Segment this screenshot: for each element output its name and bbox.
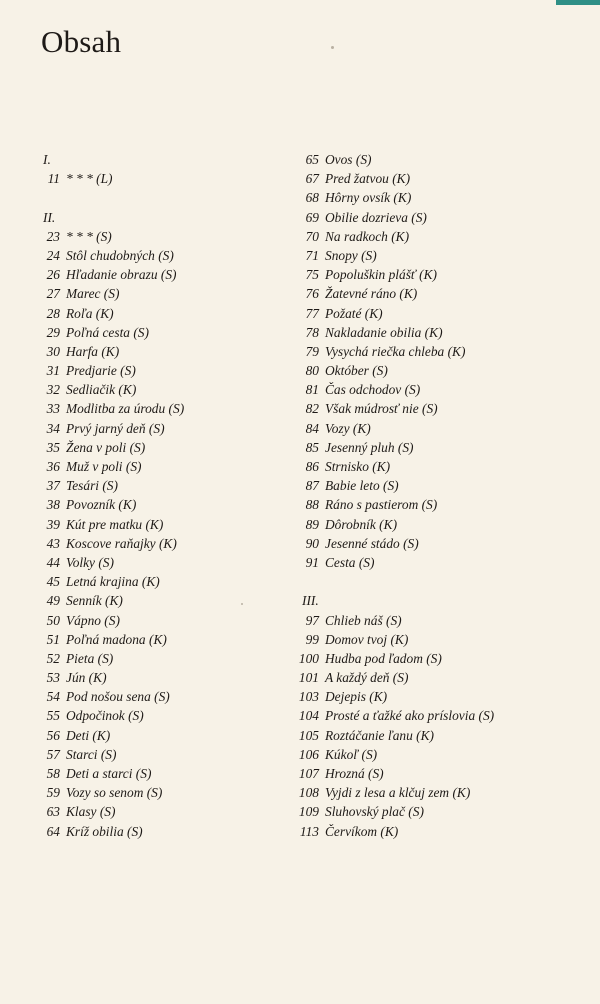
poem-title: Kríž obilia (S) (66, 823, 143, 839)
toc-entry (296, 399, 596, 418)
page-number: 100 (298, 650, 319, 666)
poem-title: Ovos (S) (325, 152, 372, 167)
poem-title: Snopy (S) (325, 247, 377, 263)
poem-title: Domov tvoj (K) (325, 631, 409, 647)
poem-title: Starci (S) (66, 746, 117, 762)
page-number: 64 (46, 823, 60, 839)
page-number: 91 (305, 554, 319, 570)
page-title: Obsah (41, 24, 122, 59)
poem-title: Na radkoch (K) (325, 228, 410, 244)
page-number: 84 (305, 420, 319, 436)
poem-title: Vozy so senom (S) (66, 785, 163, 801)
page-number: 78 (305, 324, 319, 340)
page-number: 68 (305, 190, 319, 206)
toc-entry (296, 687, 596, 706)
page-number: 23 (46, 228, 60, 244)
toc-entry (296, 764, 596, 783)
toc-entry (37, 265, 277, 284)
poem-title: Žatevné ráno (K) (325, 286, 418, 302)
toc-entry (37, 630, 277, 649)
page-number: 80 (305, 363, 319, 379)
poem-title: Vozy (K) (325, 420, 371, 436)
poem-title: * * * (L) (66, 171, 113, 187)
poem-title: Letná krajina (K) (66, 574, 160, 590)
toc-entry (296, 246, 596, 265)
page-number: 43 (46, 535, 60, 551)
toc-entry (296, 783, 596, 802)
toc-entry (296, 304, 596, 323)
toc-column-left (37, 150, 277, 841)
poem-title: Kúkoľ (S) (325, 746, 378, 762)
page-number: 56 (46, 727, 60, 743)
toc-entry (37, 438, 277, 457)
page-number: 90 (305, 535, 319, 551)
page-number: 37 (46, 478, 60, 494)
toc-entry (296, 419, 596, 438)
page-number: 39 (46, 516, 60, 532)
poem-title: Roztáčanie ľanu (K) (325, 727, 435, 743)
poem-title: Volky (S) (66, 554, 114, 570)
poem-title: Vyjdi z lesa a klčuj zem (K) (325, 785, 471, 801)
page-number: 77 (305, 305, 319, 321)
poem-title: Predjarie (S) (66, 363, 136, 379)
page-number: 33 (46, 401, 60, 417)
poem-title: Koscove raňajky (K) (66, 535, 177, 551)
page-number: 45 (46, 574, 60, 590)
poem-title: Babie leto (S) (325, 478, 399, 494)
poem-title: Nakladanie obilia (K) (325, 324, 443, 340)
toc-entry (37, 649, 277, 668)
poem-title: Jesenný pluh (S) (325, 439, 414, 455)
toc-entry (37, 802, 277, 821)
toc-entry (296, 534, 596, 553)
page-number: 71 (305, 247, 319, 263)
toc-entry (296, 802, 596, 821)
poem-title: Hrozná (S) (325, 766, 384, 781)
page-number: 31 (46, 363, 60, 379)
poem-title: Povozník (K) (66, 497, 137, 513)
toc-entry (296, 649, 596, 668)
page-number: 69 (305, 209, 319, 225)
toc-entry (37, 495, 277, 514)
toc-entry (37, 246, 277, 265)
section-heading: II. (43, 209, 56, 225)
page-number: 57 (46, 746, 60, 762)
page-number: 44 (46, 554, 60, 570)
page-number: 50 (46, 612, 60, 628)
poem-title: Hôrny ovsík (K) (325, 190, 412, 206)
poem-title: Jesenné stádo (S) (325, 535, 419, 551)
page-number: 38 (46, 497, 60, 513)
poem-title: Vysychá riečka chleba (K) (325, 343, 466, 359)
toc-entry (296, 706, 596, 725)
poem-title: Poľná madona (K) (66, 631, 167, 647)
poem-title: Požaté (K) (325, 305, 383, 321)
page-number: 54 (46, 689, 60, 705)
page-number: 97 (305, 612, 319, 628)
poem-title: Tesári (S) (66, 478, 118, 494)
poem-title: Popoluškin plášť (K) (325, 267, 437, 283)
toc-entry (37, 611, 277, 630)
poem-title: Sluhovský plač (S) (325, 804, 424, 820)
page-number: 87 (305, 478, 319, 494)
poem-title: Prosté a ťažké ako príslovia (S) (325, 708, 495, 724)
page-number: 103 (298, 689, 319, 705)
poem-title: Marec (S) (66, 286, 120, 302)
toc-entry (37, 284, 277, 303)
toc-entry (37, 687, 277, 706)
poem-title: Pod nošou sena (S) (66, 689, 170, 705)
poem-title: Však múdrosť nie (S) (325, 401, 438, 417)
toc-entry (37, 361, 277, 380)
poem-title: Kút pre matku (K) (66, 516, 164, 532)
toc-entry (37, 169, 277, 188)
toc-entry (296, 611, 596, 630)
poem-title: Hudba pod ľadom (S) (325, 650, 442, 666)
poem-title: Ráno s pastierom (S) (325, 497, 438, 513)
toc-entry (296, 227, 596, 246)
page-number: 63 (46, 804, 60, 820)
page-number: 85 (305, 439, 319, 455)
cover-edge (556, 0, 600, 5)
poem-title: Hľadanie obrazu (S) (66, 267, 177, 283)
toc-entry (296, 438, 596, 457)
toc-entry (296, 208, 596, 227)
toc-entry (37, 227, 277, 246)
toc-entry (296, 822, 596, 841)
toc-entry (37, 764, 277, 783)
poem-title: Roľa (K) (66, 305, 114, 321)
page-number: 24 (46, 247, 60, 263)
page-number: 76 (305, 286, 319, 302)
toc-entry (37, 706, 277, 725)
toc-entry (296, 188, 596, 207)
toc-entry (37, 457, 277, 476)
poem-title: Sedliačik (K) (66, 382, 137, 398)
poem-title: Žena v poli (S) (66, 439, 146, 455)
page-number: 65 (305, 152, 319, 167)
toc-entry (37, 399, 277, 418)
poem-title: Vápno (S) (66, 612, 120, 628)
toc-entry (296, 265, 596, 284)
toc-entry (296, 150, 596, 169)
toc-entry (296, 361, 596, 380)
page-number: 99 (305, 631, 319, 647)
section-spacer (37, 188, 277, 207)
toc-entry (37, 342, 277, 361)
toc-entry (37, 572, 277, 591)
toc-entry (296, 169, 596, 188)
page-number: 11 (47, 171, 60, 187)
poem-title: Cesta (S) (325, 554, 375, 570)
toc-entry (37, 591, 277, 610)
toc-entry (296, 476, 596, 495)
page-number: 81 (305, 382, 319, 398)
paper-speck (331, 46, 334, 49)
poem-title: Poľná cesta (S) (66, 324, 149, 340)
toc-entry (296, 745, 596, 764)
page-number: 105 (298, 727, 319, 743)
page-number: 107 (298, 766, 319, 781)
page-number: 104 (298, 708, 319, 724)
page-number: 36 (46, 459, 60, 474)
poem-title: A každý deň (S) (325, 670, 409, 686)
poem-title: Deti (K) (66, 727, 111, 743)
poem-title: Chlieb náš (S) (325, 612, 402, 628)
toc-entry (37, 419, 277, 438)
toc-entry (37, 476, 277, 495)
toc-entry (37, 380, 277, 399)
poem-title: Stôl chudobných (S) (66, 247, 174, 263)
poem-title: * * * (S) (66, 228, 112, 244)
toc-entry (296, 342, 596, 361)
page-number: 49 (46, 593, 60, 609)
page-number: 59 (46, 785, 60, 801)
page-number: 101 (298, 670, 319, 686)
toc-entry (37, 822, 277, 841)
page-number: 113 (299, 823, 319, 839)
page-number: 28 (46, 305, 60, 321)
poem-title: Strnisko (K) (325, 459, 391, 474)
page-number: 88 (305, 497, 319, 513)
toc-entry (296, 726, 596, 745)
toc-entry (37, 745, 277, 764)
toc-entry (37, 534, 277, 553)
page-number: 29 (46, 324, 60, 340)
page-number: 67 (305, 171, 319, 187)
page-number: 79 (305, 343, 319, 359)
poem-title: Pred žatvou (K) (325, 171, 411, 187)
poem-title: Odpočinok (S) (66, 708, 144, 724)
page-number: 32 (46, 382, 60, 398)
poem-title: Jún (K) (66, 670, 107, 686)
toc-entry (37, 553, 277, 572)
page-number: 27 (46, 286, 60, 302)
page-number: 30 (46, 343, 60, 359)
page-number: 108 (298, 785, 319, 801)
poem-title: Obilie dozrieva (S) (325, 209, 427, 225)
toc-entry (296, 630, 596, 649)
page-number: 70 (305, 228, 319, 244)
page-number: 35 (46, 439, 60, 455)
poem-title: Klasy (S) (66, 804, 116, 820)
page-number: 106 (298, 746, 319, 762)
toc-entry (37, 323, 277, 342)
poem-title: Október (S) (325, 363, 388, 379)
toc-entry (37, 726, 277, 745)
poem-title: Prvý jarný deň (S) (66, 420, 165, 436)
toc-entry (296, 553, 596, 572)
toc-entry (296, 284, 596, 303)
page-number: 55 (46, 708, 60, 724)
poem-title: Deti a starci (S) (66, 766, 152, 781)
poem-title: Modlitba za úrodu (S) (66, 401, 185, 417)
page-number: 51 (46, 631, 60, 647)
toc-entry (296, 668, 596, 687)
poem-title: Senník (K) (66, 593, 123, 609)
section-heading: III. (302, 593, 319, 609)
toc-column-right (296, 150, 596, 841)
poem-title: Harfa (K) (66, 343, 120, 359)
poem-title: Pieta (S) (66, 650, 114, 666)
page-number: 89 (305, 516, 319, 532)
toc-entry (37, 783, 277, 802)
page-number: 34 (46, 420, 60, 436)
page-number: 53 (46, 670, 60, 686)
toc-entry (296, 323, 596, 342)
page-number: 26 (46, 267, 60, 283)
toc-entry (296, 515, 596, 534)
toc-entry (37, 515, 277, 534)
poem-title: Dôrobník (K) (325, 516, 398, 532)
toc-entry (37, 668, 277, 687)
poem-title: Čas odchodov (S) (325, 382, 421, 398)
toc-entry (296, 380, 596, 399)
page-number: 109 (298, 804, 319, 820)
page-number: 86 (305, 459, 319, 474)
page-number: 58 (46, 766, 60, 781)
page-number: 52 (46, 650, 60, 666)
toc-entry (296, 457, 596, 476)
poem-title: Muž v poli (S) (66, 459, 142, 474)
section-heading: I. (43, 152, 51, 167)
section-spacer (296, 572, 596, 591)
page-number: 75 (305, 267, 319, 283)
poem-title: Dejepis (K) (325, 689, 388, 705)
toc-entry (37, 304, 277, 323)
page-number: 82 (305, 401, 319, 417)
toc-entry (296, 495, 596, 514)
poem-title: Červíkom (K) (325, 823, 399, 839)
